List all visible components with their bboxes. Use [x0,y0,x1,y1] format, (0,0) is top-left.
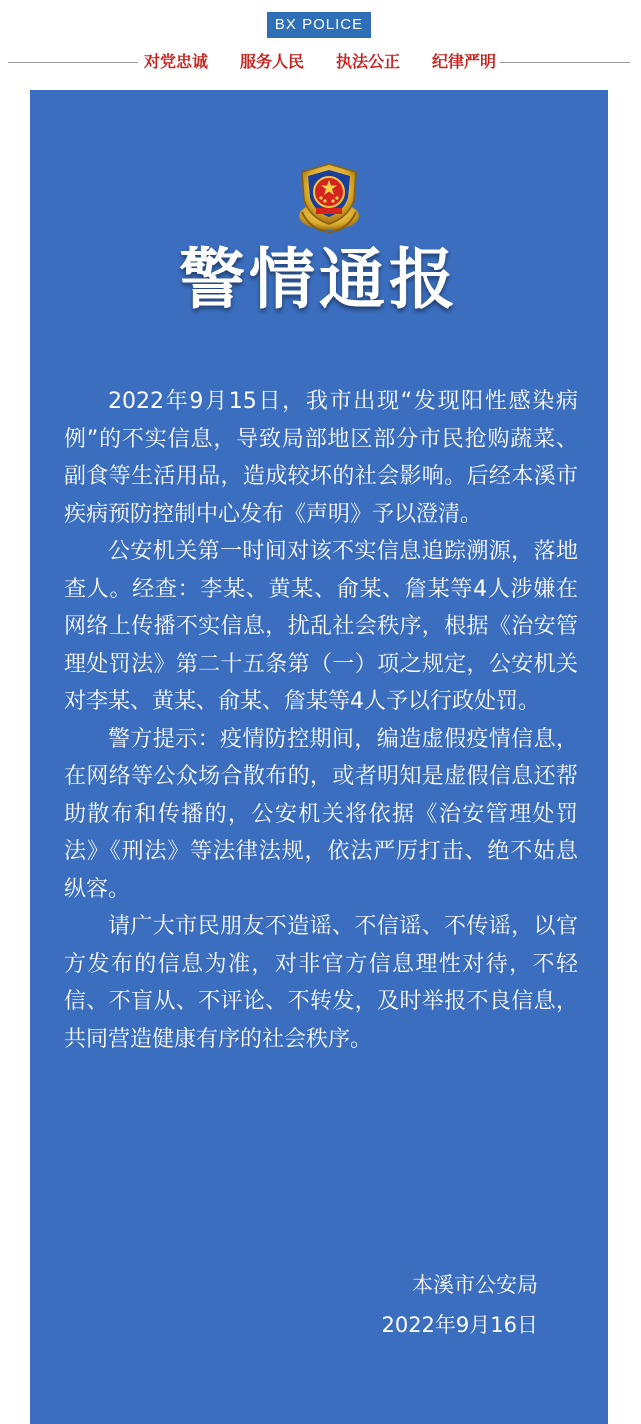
brand-badge: BX POLICE [267,12,371,38]
slogan-item: 执法公正 [335,52,400,71]
paragraph: 2022年9月15日，我市出现“发现阳性感染病例”的不实信息，导致局部地区部分市民抢购蔬菜、副食等生活用品，造成较坏的社会影响。后经本溪市疾病预防控制中心发布《声明》予以澄清。 [64,389,578,527]
issue-date: 2022年9月16日 [381,1313,538,1337]
header [0,0,641,90]
notice-body [64,383,578,1058]
paragraph: 请广大市民朋友不造谣、不信谣、不传谣，以官方发布的信息为准，对非官方信息理性对待，不轻信、不盲从、不评论、不转发，及时举报不良信息，共同营造健康有序的社会秩序。 [64,914,578,1052]
divider-left [8,62,138,63]
issuer: 本溪市公安局 [412,1273,538,1297]
signature-block [278,1265,538,1345]
police-emblem-icon [290,160,368,238]
slogan-row [0,50,641,74]
notice-panel [30,90,608,1424]
paragraph: 警方提示：疫情防控期间，编造虚假疫情信息，在网络等公众场合散布的，或者明知是虚假信息还帮助散布和传播的，公安机关将依据《治安管理处罚法》《刑法》等法律法规，依法严厉打击、绝不姑息纵容。 [64,726,578,902]
slogan-item: 对党忠诚 [144,52,209,71]
slogan-item: 服务人民 [239,52,304,71]
paragraph: 公安机关第一时间对该不实信息追踪溯源，落地查人。经查：李某、黄某、俞某、詹某等4人涉嫌在网络上传播不实信息，扰乱社会秩序，根据《治安管理处罚法》第二十五条第（一）项之规定，公安机关对李某、黄某、俞某、詹某等4人予以行政处罚。 [64,539,578,714]
notice-title: 警情通报 [179,241,459,318]
divider-right [500,62,630,63]
slogan-text [144,50,496,74]
slogan-item: 纪律严明 [431,52,496,71]
